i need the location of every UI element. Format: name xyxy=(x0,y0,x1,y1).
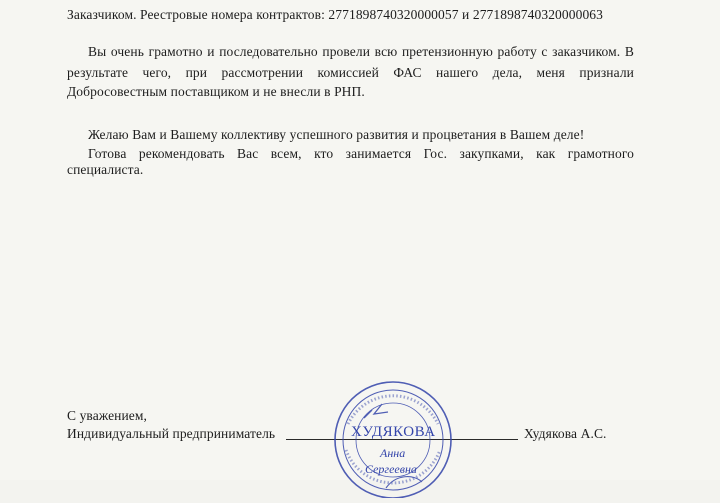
company-stamp xyxy=(326,378,466,498)
signature-name: Худякова А.С. xyxy=(524,426,607,441)
stamp-surname: ХУДЯКОВА xyxy=(351,424,436,440)
stamp-first-name: Анна xyxy=(380,446,406,460)
stamp-patronymic: Сергеевна xyxy=(365,462,417,476)
letter-line-top: Заказчиком. Реестровые номера контрактов: 2771898740320000057 и 2771898740320000063 xyxy=(67,7,604,22)
paragraph-4-line-1: Готова рекомендовать Вас всем, кто занимается Гос. закупками, как грамотного xyxy=(88,146,634,161)
paragraph-2-line-2: результате чего, при рассмотрении комиссией ФАС нашего дела, меня признали xyxy=(67,65,634,80)
signature-closing: С уважением, xyxy=(67,408,148,423)
paragraph-4-line-2: специалиста. xyxy=(67,162,144,177)
signature-role: Индивидуальный предприниматель xyxy=(67,426,276,441)
paragraph-2-line-3: Добросовестным поставщиком и не внесли в РНП. xyxy=(67,84,365,99)
paragraph-2-line-1: Вы очень грамотно и последовательно провели всю претензионную работу с заказчиком. В xyxy=(88,44,634,59)
paragraph-3-line-1: Желаю Вам и Вашему коллективу успешного развития и процветания в Вашем деле! xyxy=(88,127,585,142)
